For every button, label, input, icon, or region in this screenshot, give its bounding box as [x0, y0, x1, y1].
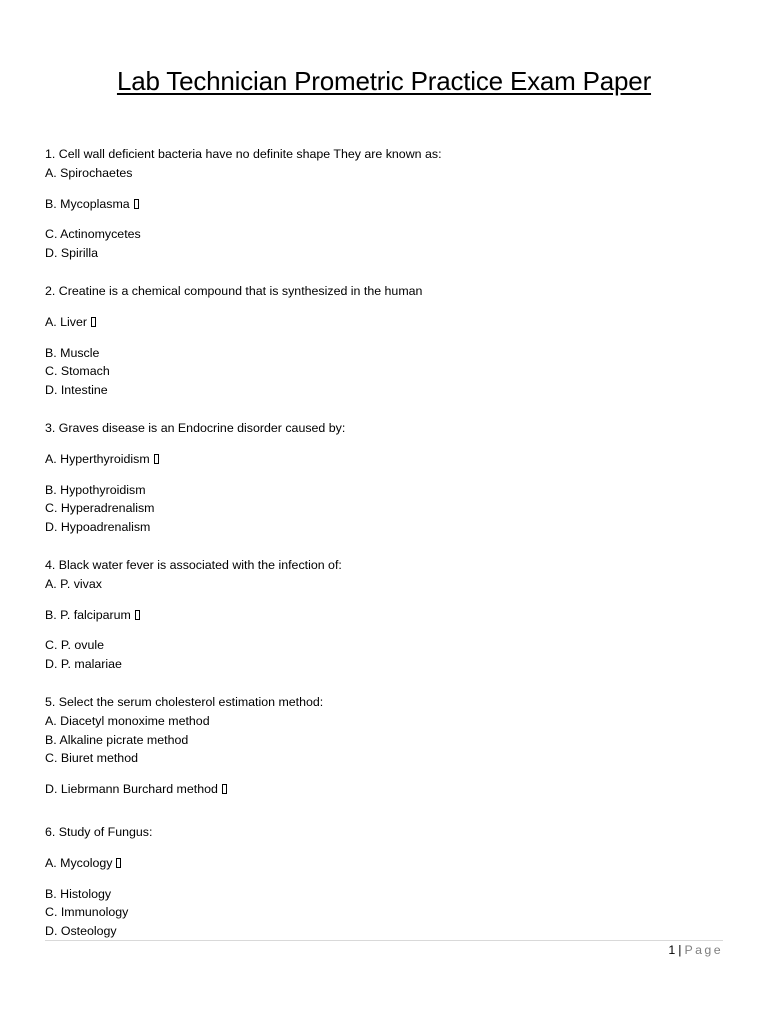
- question-list: [45, 145, 725, 941]
- option-label: A. Mycology: [45, 855, 113, 870]
- question-text: 5. Select the serum cholesterol estimation method:: [45, 694, 324, 709]
- page-footer: [668, 943, 723, 957]
- option-label: D. Liebrmann Burchard method: [45, 782, 218, 797]
- question-6: [45, 823, 725, 941]
- page-label: Page: [684, 943, 723, 957]
- option-correct: [45, 780, 725, 799]
- answer-mark-icon: [91, 317, 96, 327]
- footer-divider: [45, 940, 723, 941]
- option: C. Stomach: [45, 364, 110, 379]
- option: C. Actinomycetes: [45, 227, 141, 242]
- answer-mark-icon: [154, 454, 159, 464]
- option: D. Intestine: [45, 383, 108, 398]
- option: A. Diacetyl monoxime method: [45, 713, 210, 728]
- option: D. Osteology: [45, 924, 117, 939]
- option-correct: [45, 854, 725, 873]
- option: D. Spirilla: [45, 246, 99, 261]
- page-title: Lab Technician Prometric Practice Exam Paper: [116, 66, 652, 96]
- option-correct: [45, 450, 725, 469]
- question-text: 6. Study of Fungus:: [45, 824, 153, 839]
- option: D. Hypoadrenalism: [45, 520, 151, 535]
- option: C. Hyperadrenalism: [45, 501, 155, 516]
- option: D. P. malariae: [45, 657, 122, 672]
- option: C. P. ovule: [45, 638, 105, 653]
- option-correct: [45, 606, 725, 625]
- question-5: [45, 693, 725, 799]
- option: B. Muscle: [45, 345, 100, 360]
- option-label: A. Hyperthyroidism: [45, 451, 150, 466]
- option: A. Spirochaetes: [45, 165, 133, 180]
- question-1: [45, 145, 725, 263]
- answer-mark-icon: [116, 858, 121, 868]
- option: B. Histology: [45, 886, 112, 901]
- question-2: [45, 282, 725, 400]
- question-text: 1. Cell wall deficient bacteria have no definite shape They are known as:: [45, 147, 442, 161]
- option-label: B. P. falciparum: [45, 607, 131, 622]
- option-correct: [45, 195, 725, 214]
- question-text: 3. Graves disease is an Endocrine disorder caused by:: [45, 420, 346, 435]
- option-label: A. Liver: [45, 314, 88, 329]
- option: C. Biuret method: [45, 751, 138, 766]
- answer-mark-icon: [135, 610, 140, 620]
- question-4: [45, 556, 725, 674]
- option: A. P. vivax: [45, 576, 102, 591]
- answer-mark-icon: [222, 784, 227, 794]
- option-correct: [45, 313, 725, 332]
- option: C. Immunology: [45, 905, 129, 920]
- option: B. Alkaline picrate method: [45, 732, 189, 747]
- question-text: 2. Creatine is a chemical compound that is synthesized in the human: [45, 283, 423, 298]
- option: B. Hypothyroidism: [45, 482, 146, 497]
- question-text: 4. Black water fever is associated with the infection of:: [45, 557, 342, 572]
- question-3: [45, 419, 725, 537]
- option-label: B. Mycoplasma: [45, 196, 130, 211]
- page-number: 1: [668, 943, 676, 957]
- answer-mark-icon: [134, 199, 139, 209]
- footer-separator: |: [678, 943, 682, 957]
